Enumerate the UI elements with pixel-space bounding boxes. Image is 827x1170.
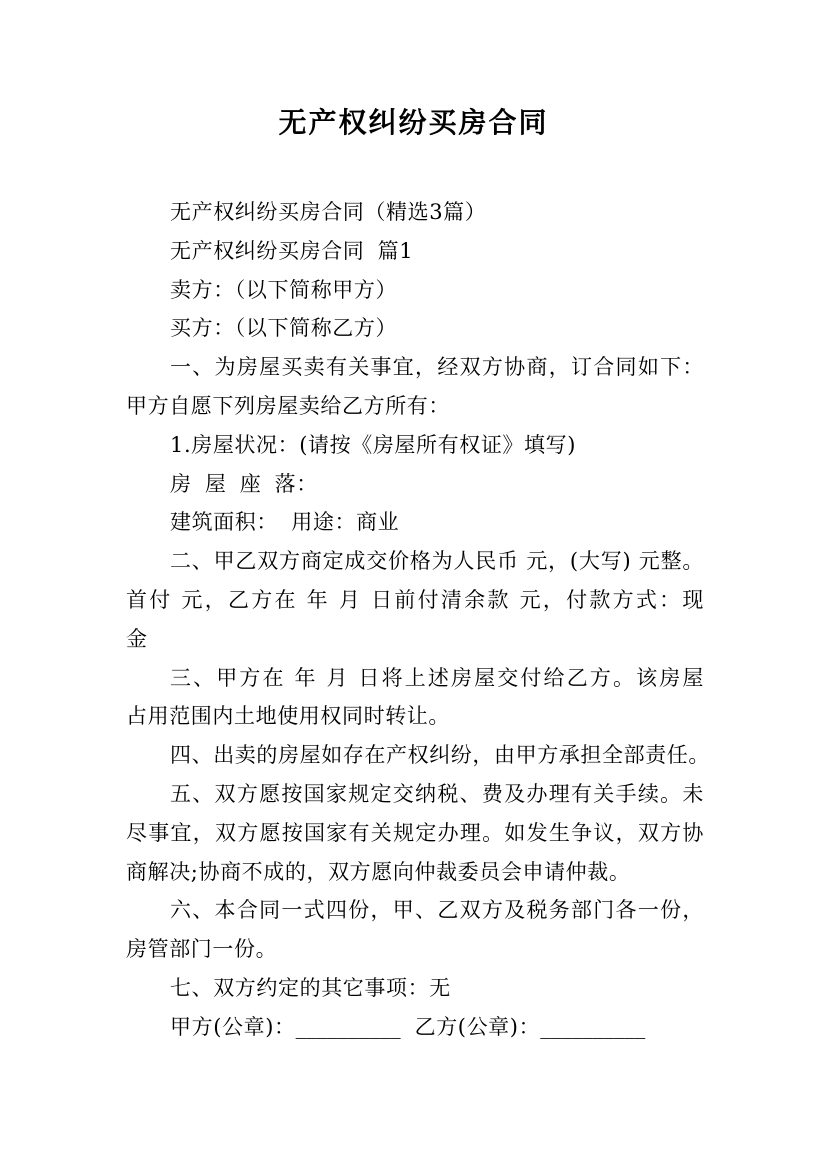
party-a-seal-label: 甲方(公章)： — [170, 1014, 296, 1039]
clause-1-line-1: 一、为房屋买卖有关事宜，经双方协商，订合同如下： — [170, 355, 704, 380]
clause-2 — [126, 542, 704, 658]
clause-5-line-1: 五、双方愿按国家规定交纳税、费及办理有关手续。未 — [170, 781, 704, 806]
property-location — [126, 465, 704, 504]
seller-party-line: 卖方：（以下简称甲方） — [170, 277, 398, 302]
clause-1-line-2: 甲方自愿下列房屋卖给乙方所有： — [126, 393, 450, 418]
clause-5-line-2: 尽事宜，双方愿按国家有关规定办理。如发生争议，双方协 — [126, 820, 704, 845]
clause-1 — [126, 348, 704, 426]
clause-6-line-1: 六、本合同一式四份，甲、乙双方及税务部门各一份， — [170, 898, 704, 923]
collection-title-line: 无产权纠纷买房合同（精选3篇） — [170, 200, 487, 224]
area-and-usage-line: 建筑面积： 用途：商业 — [170, 510, 400, 535]
clause-5 — [126, 775, 704, 891]
clause-7-line-1: 七、双方约定的其它事项：无 — [170, 975, 451, 1000]
clause-3-line-2: 占用范围内土地使用权同时转让。 — [126, 704, 450, 729]
property-status — [126, 426, 704, 465]
clause-5-line-3: 商解决;协商不成的，双方愿向仲裁委员会申请仲裁。 — [126, 859, 631, 884]
part-heading-line: 无产权纠纷买房合同 篇1 — [170, 238, 414, 263]
clause-3 — [126, 659, 704, 737]
party-b-seal-label: 乙方(公章)： — [414, 1014, 541, 1039]
clause-2-line-2: 首付 元，乙方在 年 月 日前付清余款 元，付款方式：现 — [126, 587, 704, 612]
seller-party — [126, 271, 704, 310]
clause-2-line-1: 二、甲乙双方商定成交价格为人民币 元，(大写) 元整。 — [170, 549, 704, 574]
clause-2-line-3: 金 — [126, 626, 148, 651]
clause-3-line-1: 三、甲方在 年 月 日将上述房屋交付给乙方。该房屋 — [170, 665, 704, 690]
buyer-party — [126, 309, 704, 348]
signature-block — [126, 1008, 704, 1047]
clause-7 — [126, 969, 704, 1008]
property-status-line: 1.房屋状况：(请按《房屋所有权证》填写) — [170, 432, 577, 457]
party-a-seal-blank: __________ — [295, 1014, 401, 1039]
property-location-line: 房 屋 座 落： — [170, 471, 318, 496]
clause-6-line-2: 房管部门一份。 — [126, 937, 278, 962]
document-body — [126, 193, 710, 1047]
collection-title — [126, 193, 704, 232]
clause-4 — [126, 736, 710, 775]
signature-line — [126, 1008, 704, 1047]
area-and-usage — [126, 503, 704, 542]
clause-4-line-1: 四、出卖的房屋如存在产权纠纷，由甲方承担全部责任。 — [170, 743, 710, 768]
clause-6 — [126, 891, 704, 969]
document-title: 无产权纠纷买房合同 — [278, 106, 549, 139]
part-heading — [126, 232, 704, 271]
party-b-seal-blank: __________ — [540, 1014, 646, 1039]
buyer-party-line: 买方：（以下简称乙方） — [170, 316, 398, 341]
